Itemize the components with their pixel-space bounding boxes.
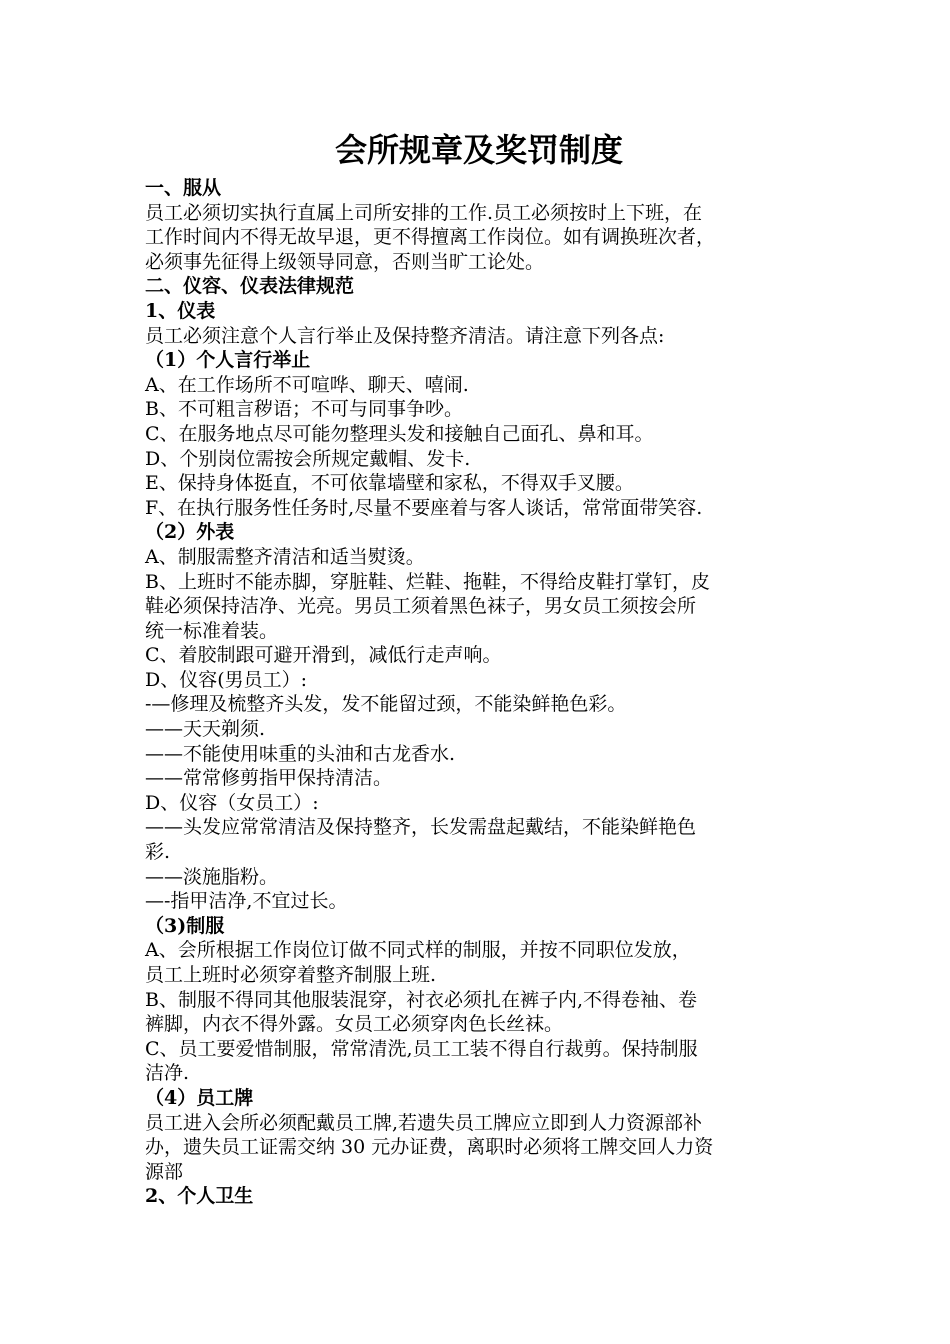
body-text-line: ——不能使用味重的头油和古龙香水. xyxy=(145,742,456,765)
section-heading: （4）员工牌 xyxy=(145,1086,254,1109)
body-text-line: C、员工要爱惜制服，常常清洗,员工工装不得自行裁剪。保持制服 xyxy=(145,1037,698,1060)
body-text-line: 裤脚，内衣不得外露。女员工必须穿肉色长丝袜。 xyxy=(145,1013,564,1036)
body-text-line: —-指甲洁净,不宜过长。 xyxy=(145,890,348,913)
body-text-line: E、保持身体挺直，不可依靠墙壁和家私，不得双手叉腰。 xyxy=(145,472,634,495)
body-text-line: D、个别岗位需按会所规定戴帽、发卡. xyxy=(145,447,471,470)
section-heading: （2）外表 xyxy=(145,521,235,544)
body-text-line: 工作时间内不得无故早退，更不得擅离工作岗位。如有调换班次者， xyxy=(145,226,716,249)
body-text-line: 员工上班时必须穿着整齐制服上班. xyxy=(145,964,437,986)
body-text-line: C、在服务地点尽可能勿整理头发和接触自己面孔、鼻和耳。 xyxy=(145,422,654,445)
body-text-line: 必须事先征得上级领导同意，否则当旷工论处。 xyxy=(145,250,545,273)
document-page xyxy=(145,128,813,1209)
body-text-line: 鞋必须保持洁净、光亮。男员工须着黑色袜子，男女员工须按会所 xyxy=(145,595,697,618)
body-text-line: A、会所根据工作岗位订做不同式样的制服，并按不同职位发放， xyxy=(145,939,691,962)
section-heading: 2、个人卫生 xyxy=(145,1185,254,1208)
body-text-line: 洁净. xyxy=(145,1062,190,1085)
body-text-line: 彩. xyxy=(145,841,171,864)
body-text-line: D、仪容(男员工）: xyxy=(145,668,308,691)
body-text-line: B、不可粗言秽语；不可与同事争吵。 xyxy=(145,398,463,421)
section-heading: （1）个人言行举止 xyxy=(145,349,311,372)
section-heading: （3)制服 xyxy=(145,914,225,937)
body-text-line: ——天天剃须. xyxy=(145,718,266,741)
body-text-line: A、制服需整齐清洁和适当熨烫。 xyxy=(145,545,425,568)
body-text-line: 员工必须切实执行直属上司所安排的工作.员工必须按时上下班，在 xyxy=(145,201,703,224)
body-text-line: 员工进入会所必须配戴员工牌,若遗失员工牌应立即到人力资源部补 xyxy=(145,1111,703,1134)
document-title: 会所规章及奖罚制度 xyxy=(334,131,623,169)
body-text-line: -—修理及梳整齐头发，发不能留过颈，不能染鲜艳色彩。 xyxy=(145,693,627,716)
section-heading: 二、仪容、仪表法律规范 xyxy=(145,275,355,298)
body-text-line: C、着胶制跟可避开滑到，减低行走声响。 xyxy=(145,644,502,667)
body-text-line: 员工必须注意个人言行举止及保持整齐清洁。请注意下列各点: xyxy=(145,324,665,347)
body-text-line: D、仪容（女员工）: xyxy=(145,791,319,814)
body-text-line: ——淡施脂粉。 xyxy=(145,865,279,888)
body-text-line: ——头发应常常清洁及保持整齐，长发需盘起戴结，不能染鲜艳色 xyxy=(145,816,697,839)
body-text-line: 统一标准着装。 xyxy=(145,619,279,642)
body-text-line: B、制服不得同其他服装混穿，衬衣必须扎在裤子内,不得卷袖、卷 xyxy=(145,988,698,1011)
section-heading: 一、服从 xyxy=(145,177,222,199)
document-body xyxy=(145,176,813,1209)
body-text-line: B、上班时不能赤脚，穿脏鞋、烂鞋、拖鞋，不得给皮鞋打掌钉，皮 xyxy=(145,570,710,593)
section-heading: 1、仪表 xyxy=(145,299,216,322)
body-text-line: F、在执行服务性任务时,尽量不要座着与客人谈话，常常面带笑容. xyxy=(145,496,703,519)
body-text-line: A、在工作场所不可喧哗、聊天、嘻闹. xyxy=(145,373,469,396)
body-text-line: ——常常修剪指甲保持清洁。 xyxy=(145,767,393,790)
body-text-line: 办，遗失员工证需交纳 30 元办证费，离职时必须将工牌交回人力资 xyxy=(145,1136,714,1159)
body-text-line: 源部 xyxy=(145,1160,184,1183)
